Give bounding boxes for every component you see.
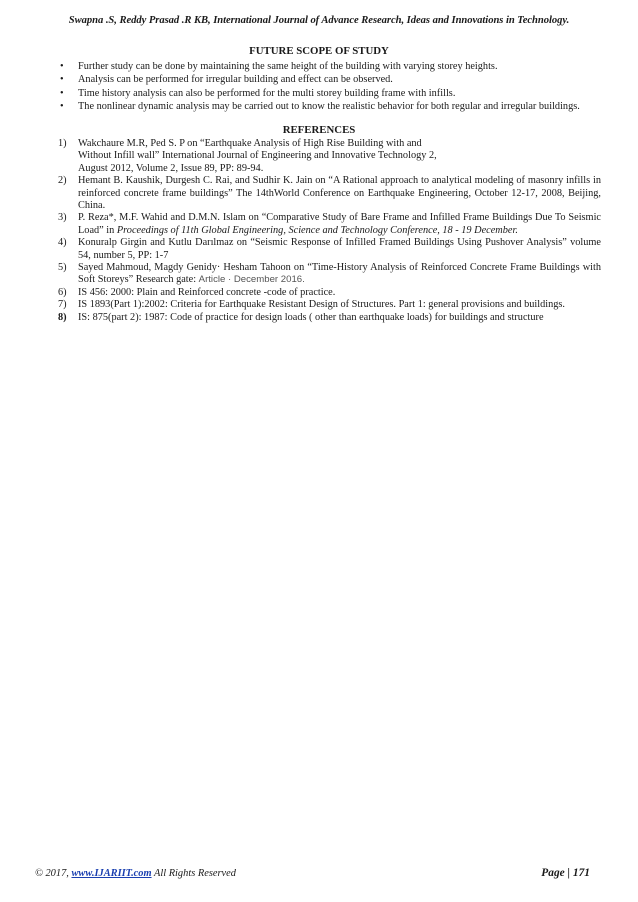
references-heading: REFERENCES	[282, 124, 356, 136]
list-item	[58, 87, 618, 100]
list-item	[58, 60, 618, 73]
running-header: Swapna .S, Reddy Prasad .R KB, International Journal of Advance Research, Ideas and Innovations in Technology.	[68, 15, 570, 26]
future-scope-heading: FUTURE SCOPE OF STUDY	[249, 45, 389, 57]
reference-text: IS 456: 2000: Plain and Reinforced concrete -code of practice.	[78, 286, 336, 298]
page-number: Page | 171	[541, 867, 590, 879]
bullet-icon: •	[60, 74, 64, 86]
reference-item	[58, 262, 601, 287]
references-list	[58, 138, 601, 324]
footer-copyright	[35, 868, 236, 879]
bullet-icon: •	[60, 61, 64, 72]
list-item-text: The nonlinear dynamic analysis may be carried out to know the realistic behavior for both regular and irregular buildings.	[78, 100, 580, 112]
list-item-text: Time history analysis can also be performed for the multi storey building frame with infills.	[78, 87, 456, 99]
copyright-text: © 2017,	[35, 868, 69, 879]
reference-item	[58, 312, 601, 324]
reference-number: 6)	[58, 286, 67, 298]
list-item	[58, 100, 618, 113]
reference-proceedings: Proceedings of 11th Global Engineering, Science and Technology Conference, 18 - 19 December.	[116, 224, 518, 236]
rights-text: All Rights Reserved	[153, 868, 236, 879]
reference-text: Hemant B. Kaushik, Durgesh C. Rai, and Sudhir K. Jain on “A Rational approach to analytical modeling of masonry infills in reinforced concrete frame buildings” The 14thWorld Conference on Earthquake Engineering, October 12-17, 2008, Beijing, China.	[78, 175, 601, 212]
bullet-icon: •	[60, 87, 64, 99]
reference-number: 3)	[58, 212, 67, 224]
reference-text-wrap	[78, 262, 601, 287]
reference-item	[58, 299, 601, 311]
reference-item	[58, 212, 601, 237]
future-scope-list	[58, 60, 618, 113]
reference-text: IS: 875(part 2): 1987: Code of practice for design loads ( other than earthquake loads) for buildings and structure	[78, 311, 544, 323]
site-link[interactable]: www.IJARIIT.com	[71, 868, 152, 879]
reference-number: 8)	[58, 311, 67, 323]
bullet-icon: •	[60, 100, 64, 112]
list-item	[58, 73, 618, 86]
reference-item	[58, 287, 601, 299]
reference-line: August 2012, Volume 2, Issue 89, PP: 89-94.	[78, 162, 264, 174]
reference-text-wrap	[78, 212, 601, 237]
reference-item	[58, 237, 601, 262]
reference-text: Sayed Mahmoud, Magdy Genidy· Hesham Tahoon on “Time-History Analysis of Reinforced Concrete Frame Buildings with Soft Storeys” Research gate:	[78, 262, 601, 286]
list-item-text: Analysis can be performed for irregular building and effect can be observed.	[78, 74, 393, 86]
reference-number: 5)	[58, 262, 67, 274]
list-item-text: Further study can be done by maintaining the same height of the building with varying storey heights.	[78, 61, 498, 72]
reference-line: Wakchaure M.R, Ped S. P on “Earthquake Analysis of High Rise Building with and	[78, 138, 422, 149]
reference-number: 1)	[58, 138, 67, 149]
reference-item	[58, 175, 601, 212]
reference-number: 4)	[58, 237, 67, 249]
reference-text: P. Reza*, M.F. Wahid and D.M.N. Islam on “Comparative Study of Bare Frame and Infilled Frame Buildings Due To Seismic Load” in	[78, 212, 601, 236]
reference-text: IS 1893(Part 1):2002: Criteria for Earthquake Resistant Design of Structures. Part 1: general provisions and buildings.	[78, 299, 566, 311]
reference-item	[58, 138, 601, 175]
reference-text: Konuralp Girgin and Kutlu Darılmaz on “Seismic Response of Infilled Framed Buildings Using Pushover Analysis” volume 54, number 5, PP: 1-7	[78, 237, 601, 261]
reference-line: Without Infill wall” International Journal of Engineering and Innovative Technology 2,	[78, 150, 437, 162]
reference-number: 2)	[58, 175, 67, 187]
reference-article-date: Article · December 2016.	[198, 274, 305, 286]
reference-number: 7)	[58, 299, 67, 311]
